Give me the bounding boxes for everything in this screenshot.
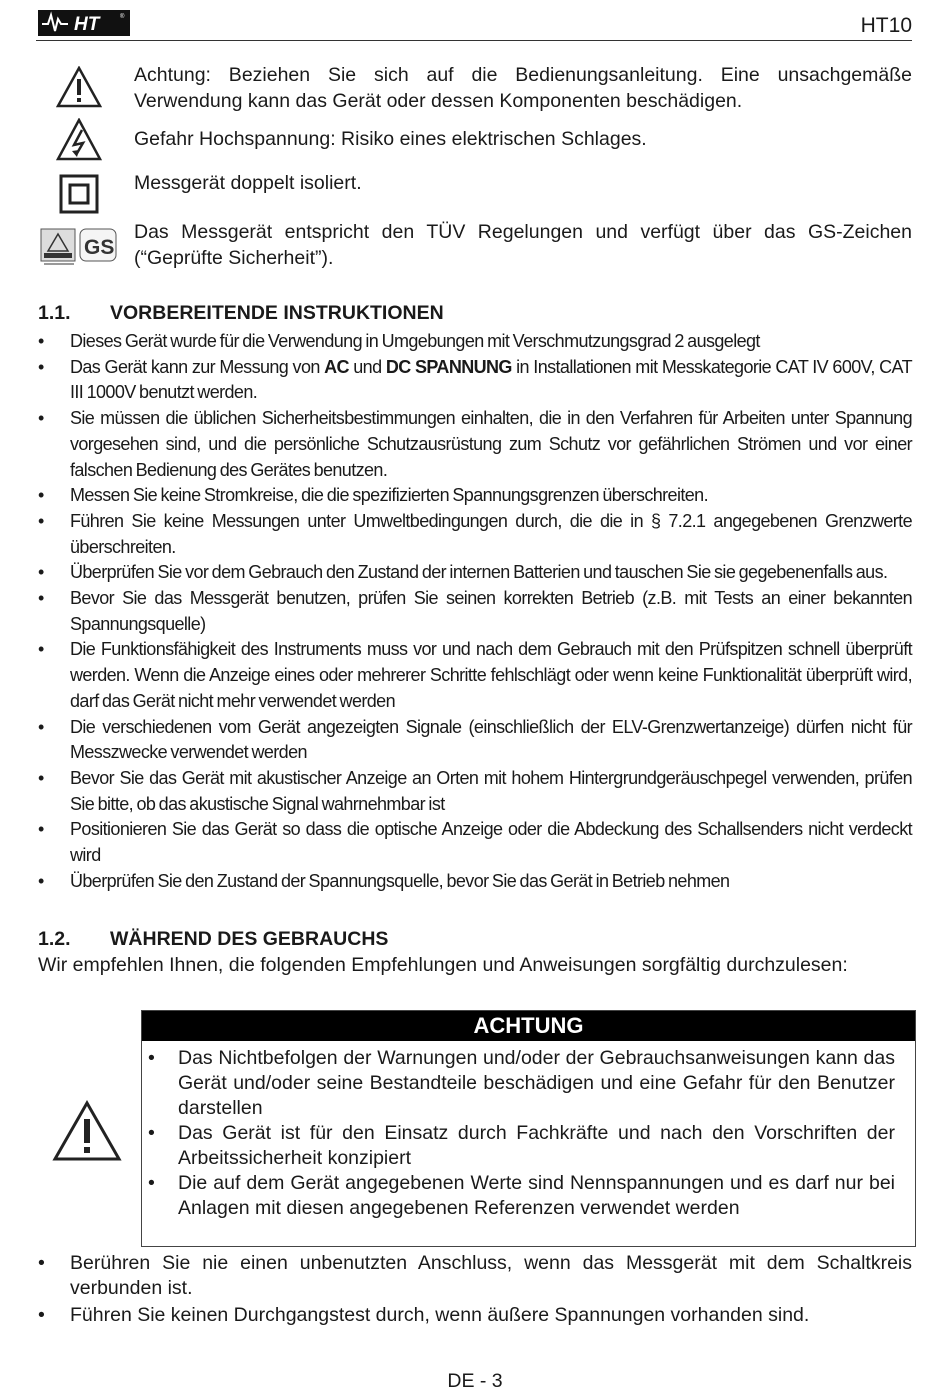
- section-heading-1-2: [38, 928, 388, 951]
- section-number: 1.2.: [38, 928, 71, 950]
- list-item: • Die verschiedenen vom Gerät angezeigten Signale (einschließlich der ELV-Grenzwertanzeige) dürfen nicht für Messzwecke verwendet werden: [38, 715, 912, 766]
- page-number: DE - 3: [447, 1370, 503, 1392]
- list-item: • Überprüfen Sie vor dem Gebrauch den Zustand der internen Batterien und tauschen Sie sie gegebenenfalls aus.: [38, 560, 912, 586]
- warning-triangle-icon: [52, 1100, 122, 1162]
- warning-list: [146, 1046, 895, 1221]
- section-heading-1-1: [38, 302, 444, 325]
- symbol-text-high-voltage: Gefahr Hochspannung: Risiko eines elektrischen Schlages.: [134, 128, 647, 150]
- warning-triangle-icon: [56, 66, 102, 108]
- list-item: • Überprüfen Sie den Zustand der Spannungsquelle, bevor Sie das Gerät in Betrieb nehmen: [38, 869, 912, 895]
- list-item: • Führen Sie keine Messungen unter Umweltbedingungen durch, die die in § 7.2.1 angegebenen Grenzwerte überschreiten.: [38, 509, 912, 560]
- double-insulation-icon: [59, 174, 99, 214]
- section-title: WÄHREND DES GEBRAUCHS: [110, 928, 389, 950]
- header-divider: [36, 40, 912, 41]
- svg-text:GS: GS: [84, 236, 115, 259]
- section-number: 1.1.: [38, 302, 71, 324]
- section-intro: Wir empfehlen Ihnen, die folgenden Empfehlungen und Anweisungen sorgfältig durchzulesen:: [38, 954, 848, 976]
- high-voltage-icon: [56, 118, 102, 162]
- list-item: • Messen Sie keine Stromkreise, die die spezifizierten Spannungsgrenzen überschreiten.: [38, 483, 912, 509]
- usage-list: [38, 1251, 912, 1330]
- warning-box: [141, 1010, 916, 1247]
- tuv-gs-mark-icon: [40, 226, 118, 270]
- ht-logo: [38, 10, 130, 36]
- symbol-text-double-insulation: Messgerät doppelt isoliert.: [134, 172, 362, 194]
- warning-item: • Das Nichtbefolgen der Warnungen und/oder der Gebrauchsanweisungen kann das Gerät und/oder seine Bestandteile beschädigen und eine Gefahr für den Benutzer darstellen: [146, 1046, 895, 1121]
- list-item: • Positionieren Sie das Gerät so dass die optische Anzeige oder die Abdeckung des Schallsenders nicht verdeckt wird: [38, 817, 912, 868]
- warning-title: ACHTUNG: [142, 1011, 915, 1041]
- list-item: • Berühren Sie nie einen unbenutzten Anschluss, wenn das Messgerät mit dem Schaltkreis verbunden ist.: [38, 1251, 912, 1301]
- warning-item: • Die auf dem Gerät angegebenen Werte sind Nennspannungen und es darf nur bei Anlagen mit diesen angegebenen Referenzen verwendet werden: [146, 1171, 895, 1221]
- model-name: HT10: [860, 14, 912, 37]
- logo-text: HT: [74, 14, 100, 35]
- list-item: • Das Gerät kann zur Messung von AC und DC SPANNUNG in Installationen mit Messkategorie CAT IV 600V, CAT III 1000V benutzt werden.: [38, 355, 912, 406]
- list-item: • Führen Sie keinen Durchgangstest durch, wenn äußere Spannungen vorhanden sind.: [38, 1303, 912, 1328]
- list-item: • Sie müssen die üblichen Sicherheitsbestimmungen einhalten, die in den Verfahren für Arbeiten unter Spannung vorgesehen sind, und die persönliche Schutzausrüstung zum Schutz vor gefährlichen Strömen und vor einer falschen Bedienung des Gerätes benutzen.: [38, 406, 912, 483]
- list-item: • Bevor Sie das Messgerät benutzen, prüfen Sie seinen korrekten Betrieb (z.B. mit Tests an einer bekannten Spannungsquelle): [38, 586, 912, 637]
- symbol-text-warning: Achtung: Beziehen Sie sich auf die Bedienungsanleitung. Eine unsachgemäße Verwendung kann das Gerät oder dessen Komponenten beschädigen.: [134, 64, 912, 112]
- list-item: • Die Funktionsfähigkeit des Instruments muss vor und nach dem Gebrauch mit den Prüfspitzen schnell überprüft werden. Wenn die Anzeige eines oder mehrerer Schritte fehlschlägt oder wenn keine Funktionalität überprüft wird, darf das Gerät nicht mehr verwendet werden: [38, 637, 912, 714]
- list-item: • Dieses Gerät wurde für die Verwendung in Umgebungen mit Verschmutzungsgrad 2 ausgelegt: [38, 329, 912, 355]
- list-item: • Bevor Sie das Gerät mit akustischer Anzeige an Orten mit hohem Hintergrundgeräuschpegel verwenden, prüfen Sie bitte, ob das akustische Signal wahrnehmbar ist: [38, 766, 912, 817]
- preparation-list: [38, 329, 912, 894]
- section-title: VORBEREITENDE INSTRUKTIONEN: [110, 302, 444, 324]
- svg-text:®: ®: [120, 14, 125, 20]
- warning-item: • Das Gerät ist für den Einsatz durch Fachkräfte und nach den Vorschriften der Arbeitssicherheit konzipiert: [146, 1121, 895, 1171]
- symbol-text-tuv-gs: Das Messgerät entspricht den TÜV Regelungen und verfügt über das GS-Zeichen (“Geprüfte Sicherheit”).: [134, 221, 912, 269]
